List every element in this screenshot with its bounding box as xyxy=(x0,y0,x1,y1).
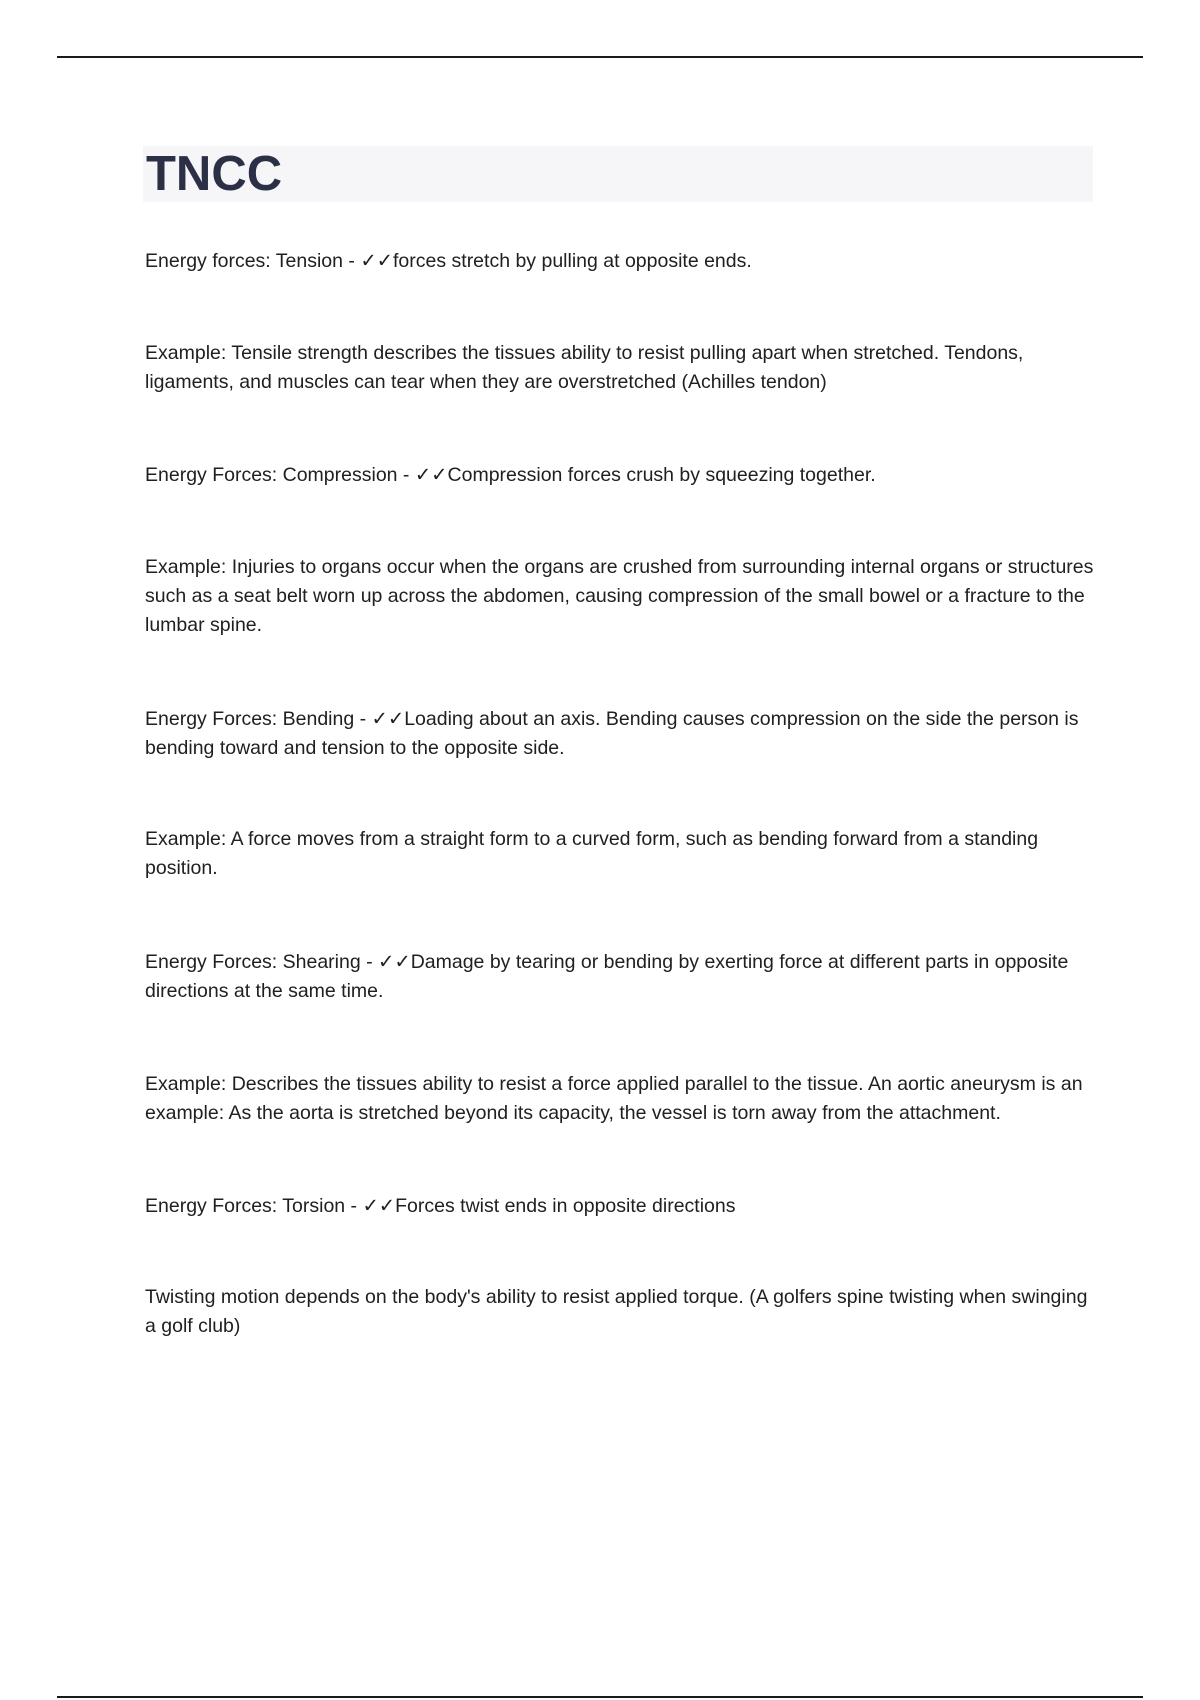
example-compression: Example: Injuries to organs occur when the organs are crushed from surrounding internal organs or structures such as a seat belt worn up across the abdomen, causing compression of the small bowel or a fracture to the lumbar spine. xyxy=(145,556,1094,636)
example-bending: Example: A force moves from a straight form to a curved form, such as bending forward from a standing position. xyxy=(145,828,1039,879)
example-shearing: Example: Describes the tissues ability to resist a force applied parallel to the tissue. An aortic aneurysm is an example: As the aorta is stretched beyond its capacity, the vessel is torn away from the attachment. xyxy=(145,1073,1083,1124)
entry-bending: Energy Forces: Bending - ✓✓Loading about an axis. Bending causes compression on the side the person is bending toward and tension to the opposite side. xyxy=(145,708,1079,759)
header-rule xyxy=(57,56,1143,58)
entry-tension: Energy forces: Tension - ✓✓forces stretch by pulling at opposite ends. xyxy=(145,250,752,272)
example-tension: Example: Tensile strength describes the tissues ability to resist pulling apart when stretched. Tendons, ligaments, and muscles can tear when they are overstretched (Achilles tendon) xyxy=(145,342,1024,393)
footer-rule xyxy=(57,1696,1143,1698)
entry-compression: Energy Forces: Compression - ✓✓Compression forces crush by squeezing together. xyxy=(145,464,876,486)
page-title: TNCC xyxy=(146,147,283,201)
title-band xyxy=(143,146,1093,202)
example-torsion: Twisting motion depends on the body's ability to resist applied torque. (A golfers spine twisting when swinging a golf club) xyxy=(145,1286,1088,1337)
entry-shearing: Energy Forces: Shearing - ✓✓Damage by tearing or bending by exerting force at different parts in opposite directions at the same time. xyxy=(145,951,1069,1002)
entry-torsion: Energy Forces: Torsion - ✓✓Forces twist ends in opposite directions xyxy=(145,1195,736,1217)
